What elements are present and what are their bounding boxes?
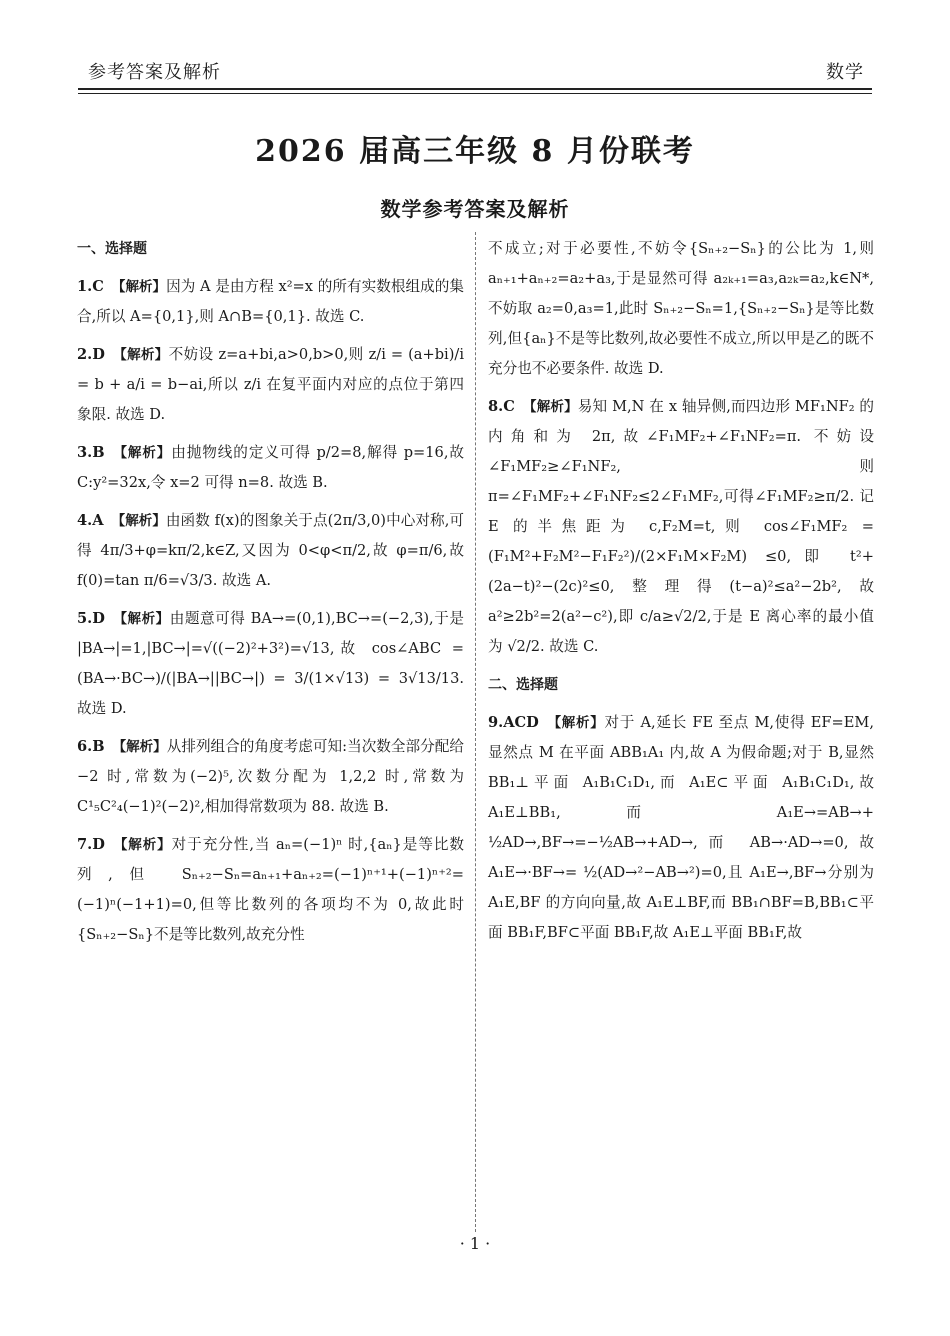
answer-number: 8.C [488,398,515,415]
answer-text: 由题意可得 BA→=(0,1),BC→=(−2,3),于是 |BA→|=1,|BC→|=√((−2)²+3²)=√13,故 cos∠ABC = (BA→·BC→)/(|BA→||BC→|) = 3/(1×√13) = 3√13/13. 故选 D. [77,610,464,717]
analysis-tag: 【解析】 [111,279,167,295]
answer-text: 因为 A 是由方程 x²=x 的所有实数根组成的集合,所以 A={0,1},则 A∩B={0,1}. 故选 C. [77,278,465,325]
answer-text: 由抛物线的定义可得 p/2=8,解得 p=16,故 C:y²=32x,令 x=2 可得 n=8. 故选 B. [77,444,464,491]
analysis-tag: 【解析】 [112,347,169,363]
answer-text: 从排列组合的角度考虑可知:当次数全部分配给−2 时,常数为(−2)⁵,次数分配为 1,2,2 时,常数为 C¹₅C²₄(−1)²(−2)²,相加得常数项为 88. 故选 B. [77,738,464,815]
header-subject-label: 数学 [826,62,864,83]
analysis-tag: 【解析】 [112,445,172,461]
analysis-tag: 【解析】 [522,399,578,415]
answer-number: 1.C [77,278,104,295]
answer-item-2 [77,340,464,430]
section-heading-1: 一、选择题 [77,241,147,257]
left-column [77,234,464,958]
column-divider [475,232,476,1232]
answer-item-3 [77,438,464,498]
answer-text: 由函数 f(x)的图象关于点(2π/3,0)中心对称,可得 4π/3+φ=kπ/2,k∈Z,又因为 0<φ<π/2,故 φ=π/6,故 f(0)=tan π/6=√3/3. 故选 A. [77,512,465,589]
answer-text: 不妨设 z=a+bi,a>0,b>0,则 z/i = (a+bi)/i = b + a/i = b−ai,所以 z/i 在复平面内对应的点位于第四象限. 故选 D. [77,346,465,423]
answer-item-9 [488,708,874,948]
analysis-tag: 【解析】 [546,715,605,731]
answer-number: 6.B [77,738,105,755]
analysis-tag: 【解析】 [112,739,167,755]
answer-item-1 [77,272,464,332]
answer-item-8 [488,392,874,662]
answer-number: 2.D [77,346,105,363]
answer-item-4 [77,506,464,596]
answer-text: 对于充分性,当 aₙ=(−1)ⁿ 时,{aₙ}是等比数列,但 Sₙ₊₂−Sₙ=aₙ₊₁+aₙ₊₂=(−1)ⁿ⁺¹+(−1)ⁿ⁺²=(−1)ⁿ(−1+1)=0,但等比数列的各项均不为 0,故此时{Sₙ₊₂−Sₙ}不是等比数列,故充分性 [77,836,464,943]
analysis-tag: 【解析】 [111,513,166,529]
header-rule-thick [78,88,872,90]
analysis-tag: 【解析】 [112,837,172,853]
answer-text: 对于 A,延长 FE 至点 M,使得 EF=EM,显然点 M 在平面 ABB₁A₁ 内,故 A 为假命题;对于 B,显然 BB₁⊥平面 A₁B₁C₁D₁,而 A₁E⊂平面 A₁B₁C₁D₁,故 A₁E⊥BB₁,而 A₁E→=AB→+ ½AD→,BF→=−½AB→+AD→,而 AB→·AD→=0,故 A₁E→·BF→= ½(AD→²−AB→²)=0,且 A₁E→,BF→分别为 A₁E,BF 的方向向量,故 A₁E⊥BF,而 BB₁∩BF=B,BB₁⊂平面 BB₁F,BF⊂平面 BB₁F,故 A₁E⊥平面 BB₁F,故 [488,714,874,941]
section-heading-2: 二、选择题 [488,677,558,693]
answer-number: 4.A [77,512,104,529]
answer-text: 不成立;对于必要性,不妨令{Sₙ₊₂−Sₙ}的公比为 1,则 aₙ₊₁+aₙ₊₂=a₂+a₃,于是显然可得 a₂ₖ₊₁=a₃,a₂ₖ=a₂,k∈N*,不妨取 a₂=0,a₃=1,此时 Sₙ₊₂−Sₙ=1,{Sₙ₊₂−Sₙ}是等比数列,但{aₙ}不是等比数列,故必要性不成立,所以甲是乙的既不充分也不必要条件. 故选 D. [488,240,874,377]
answer-item-6 [77,732,464,822]
answer-number: 5.D [77,610,105,627]
answer-item-5 [77,604,464,724]
answer-text: 易知 M,N 在 x 轴异侧,而四边形 MF₁NF₂ 的内角和为 2π,故∠F₁MF₂+∠F₁NF₂=π. 不妨设∠F₁MF₂≥∠F₁NF₂,则 π=∠F₁MF₂+∠F₁NF₂≤2∠F₁MF₂,可得∠F₁MF₂≥π/2. 记 E 的半焦距为 c,F₂M=t,则 cos∠F₁MF₂ = (F₁M²+F₂M²−F₁F₂²)/(2×F₁M×F₂M) ≤0,即 t²+(2a−t)²−(2c)²≤0,整理得(t−a)²≤a²−2b²,故 a²≥2b²=2(a²−c²),即 c/a≥√2/2,于是 E 离心率的最小值为 √2/2. 故选 C. [488,398,874,655]
page-subtitle: 数学参考答案及解析 [380,197,570,221]
header-left-label: 参考答案及解析 [88,62,221,83]
answer-number: 9.ACD [488,714,539,731]
answer-item-7-continued [488,234,874,384]
answer-number: 3.B [77,444,105,461]
analysis-tag: 【解析】 [112,611,170,627]
answer-number: 7.D [77,836,105,853]
header-rule-thin [78,93,872,94]
page-number: · 1 · [459,1234,491,1253]
right-column [488,234,874,956]
answer-item-7 [77,830,464,950]
page-title: 2026 届高三年级 8 月份联考 [255,134,695,169]
